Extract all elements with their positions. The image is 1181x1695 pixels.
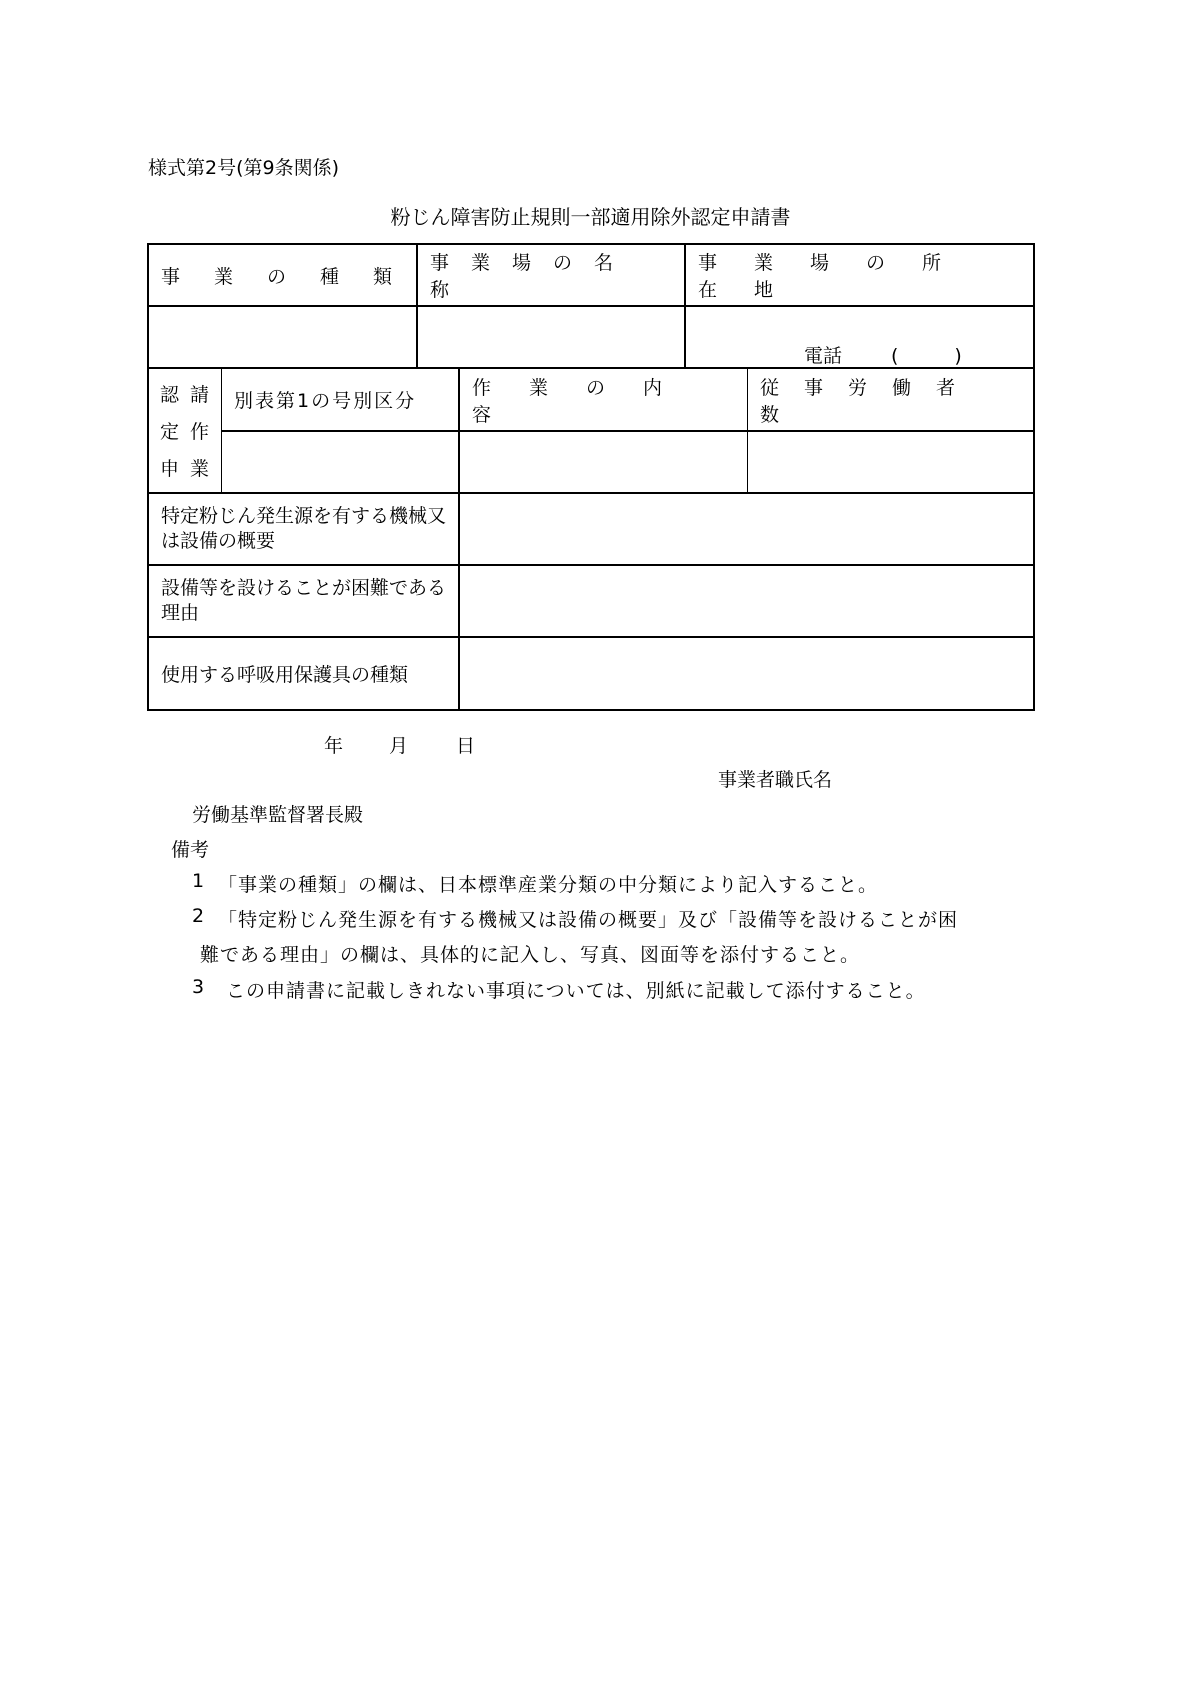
document-title: 粉じん障害防止規則一部適用除外認定申請書 [390, 205, 791, 229]
phone-parens: ( ) [891, 345, 968, 367]
date-month: 月 [389, 735, 409, 757]
employer-name-label: 事業者職氏名 [718, 769, 833, 791]
label-difficulty-reason: 設備等を設けることが困難である理由 [161, 577, 447, 624]
work-content-field[interactable] [460, 432, 747, 492]
label-respirator-type: 使用する呼吸用保護具の種類 [161, 664, 409, 686]
business-type-field[interactable] [149, 307, 416, 367]
worker-count-field[interactable] [748, 432, 1033, 492]
application-work-label-grid: 認 請 定 作 申 業 [160, 384, 210, 480]
addressee: 労働基準監督署長殿 [192, 804, 364, 826]
header-worker-count: 従事労働者数 [760, 376, 981, 426]
phone-label: 電話 [804, 345, 843, 367]
label-machine-overview: 特定粉じん発生源を有する機械又は設備の概要 [161, 505, 447, 552]
note-text: この申請書に記載しきれない事項については、別紙に記載して添付すること。 [226, 980, 926, 1002]
notes-heading: 備考 [171, 839, 210, 861]
workplace-location-field[interactable] [686, 307, 1033, 367]
date-day: 日 [456, 735, 476, 757]
header-work-content: 作業の内容 [472, 376, 701, 426]
header-business-type: 事業の種類 [161, 265, 427, 288]
machine-overview-field[interactable] [460, 494, 1033, 564]
note-text-continued: 難である理由」の欄は、具体的に記入し、写真、図面等を添付すること。 [200, 944, 861, 966]
note-text: 「特定粉じん発生源を有する機械又は設備の概要」及び「設備等を設けることが困 [218, 909, 959, 931]
workplace-name-field[interactable] [418, 307, 684, 367]
date-year: 年 [324, 735, 344, 757]
respirator-type-field[interactable] [460, 638, 1033, 709]
category-field[interactable] [222, 432, 458, 492]
note-number: 2 [192, 905, 205, 927]
note-text: 「事業の種類」の欄は、日本標準産業分類の中分類により記入すること。 [218, 874, 879, 896]
header-workplace-location: 事業場の所在地 [698, 252, 979, 301]
note-number: 1 [192, 870, 205, 892]
form-number: 様式第2号(第9条関係) [148, 157, 340, 179]
header-workplace-name: 事業場の名称 [430, 252, 636, 301]
note-number: 3 [192, 976, 205, 998]
header-category: 別表第1の号別区分 [234, 390, 417, 412]
difficulty-reason-field[interactable] [460, 566, 1033, 636]
